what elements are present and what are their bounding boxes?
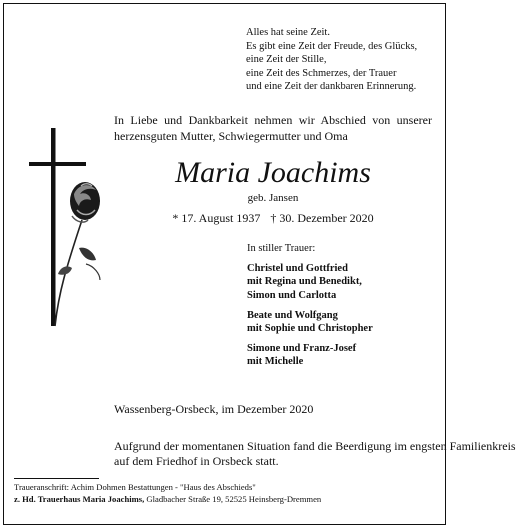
poem-line: eine Zeit der Stille, <box>246 54 327 66</box>
rose-icon <box>55 182 100 326</box>
cross-and-rose <box>24 128 114 328</box>
poem-line: und eine Zeit der dankbaren Erinnerung. <box>246 81 417 93</box>
death-date: † 30. Dezember 2020 <box>270 211 374 225</box>
address-recipient: z. Hd. Trauerhaus Maria Joachims, <box>14 494 145 504</box>
birth-date: * 17. August 1937 <box>172 211 261 225</box>
divider <box>14 478 99 479</box>
deceased-name: Maria Joachims <box>175 156 371 189</box>
mourner-line: Beate und Wolfgang <box>247 309 338 321</box>
mourner-group <box>247 262 373 302</box>
mourner-line: Simon und Carlotta <box>247 289 337 301</box>
mourner-group <box>247 309 373 335</box>
poem <box>246 26 417 94</box>
mourners <box>247 242 373 369</box>
intro-line: In Liebe und Dankbarkeit nehmen wir Abschied von unserer <box>114 113 432 127</box>
address-street: Gladbacher Straße 19, 52525 Heinsberg-Dremmen <box>144 494 322 504</box>
poem-line: Es gibt eine Zeit der Freude, des Glücks, <box>246 40 418 52</box>
address-line <box>14 493 321 505</box>
intro-text <box>114 112 432 144</box>
mourner-line: Christel und Gottfried <box>247 263 348 275</box>
notice-line: Aufgrund der momentanen Situation fand die Beerdigung im engsten Familienkreis <box>114 439 516 453</box>
mourners-heading: In stiller Trauer: <box>247 243 316 254</box>
funeral-notice <box>114 439 516 468</box>
poem-line: Alles hat seine Zeit. <box>246 27 330 38</box>
mourner-line: Simone und Franz-Josef <box>247 343 357 355</box>
mourning-address <box>14 481 321 505</box>
cross-icon <box>29 128 86 326</box>
mourner-line: mit Michelle <box>247 356 304 368</box>
poem-line: eine Zeit des Schmerzes, der Trauer <box>246 67 397 79</box>
notice-line: auf dem Friedhof in Orsbeck statt. <box>114 453 279 468</box>
address-line: Traueranschrift: Achim Dohmen Bestattungen - "Haus des Abschieds" <box>14 482 256 492</box>
birth-name: geb. Jansen <box>247 192 299 204</box>
mourner-line: mit Sophie und Christopher <box>247 323 373 335</box>
place-date: Wassenberg-Orsbeck, im Dezember 2020 <box>114 402 314 416</box>
mourner-group <box>247 342 373 368</box>
intro-line: herzensguten Mutter, Schwiegermutter und Oma <box>114 129 348 143</box>
life-dates <box>114 211 432 226</box>
mourner-line: mit Regina und Benedikt, <box>247 276 362 288</box>
